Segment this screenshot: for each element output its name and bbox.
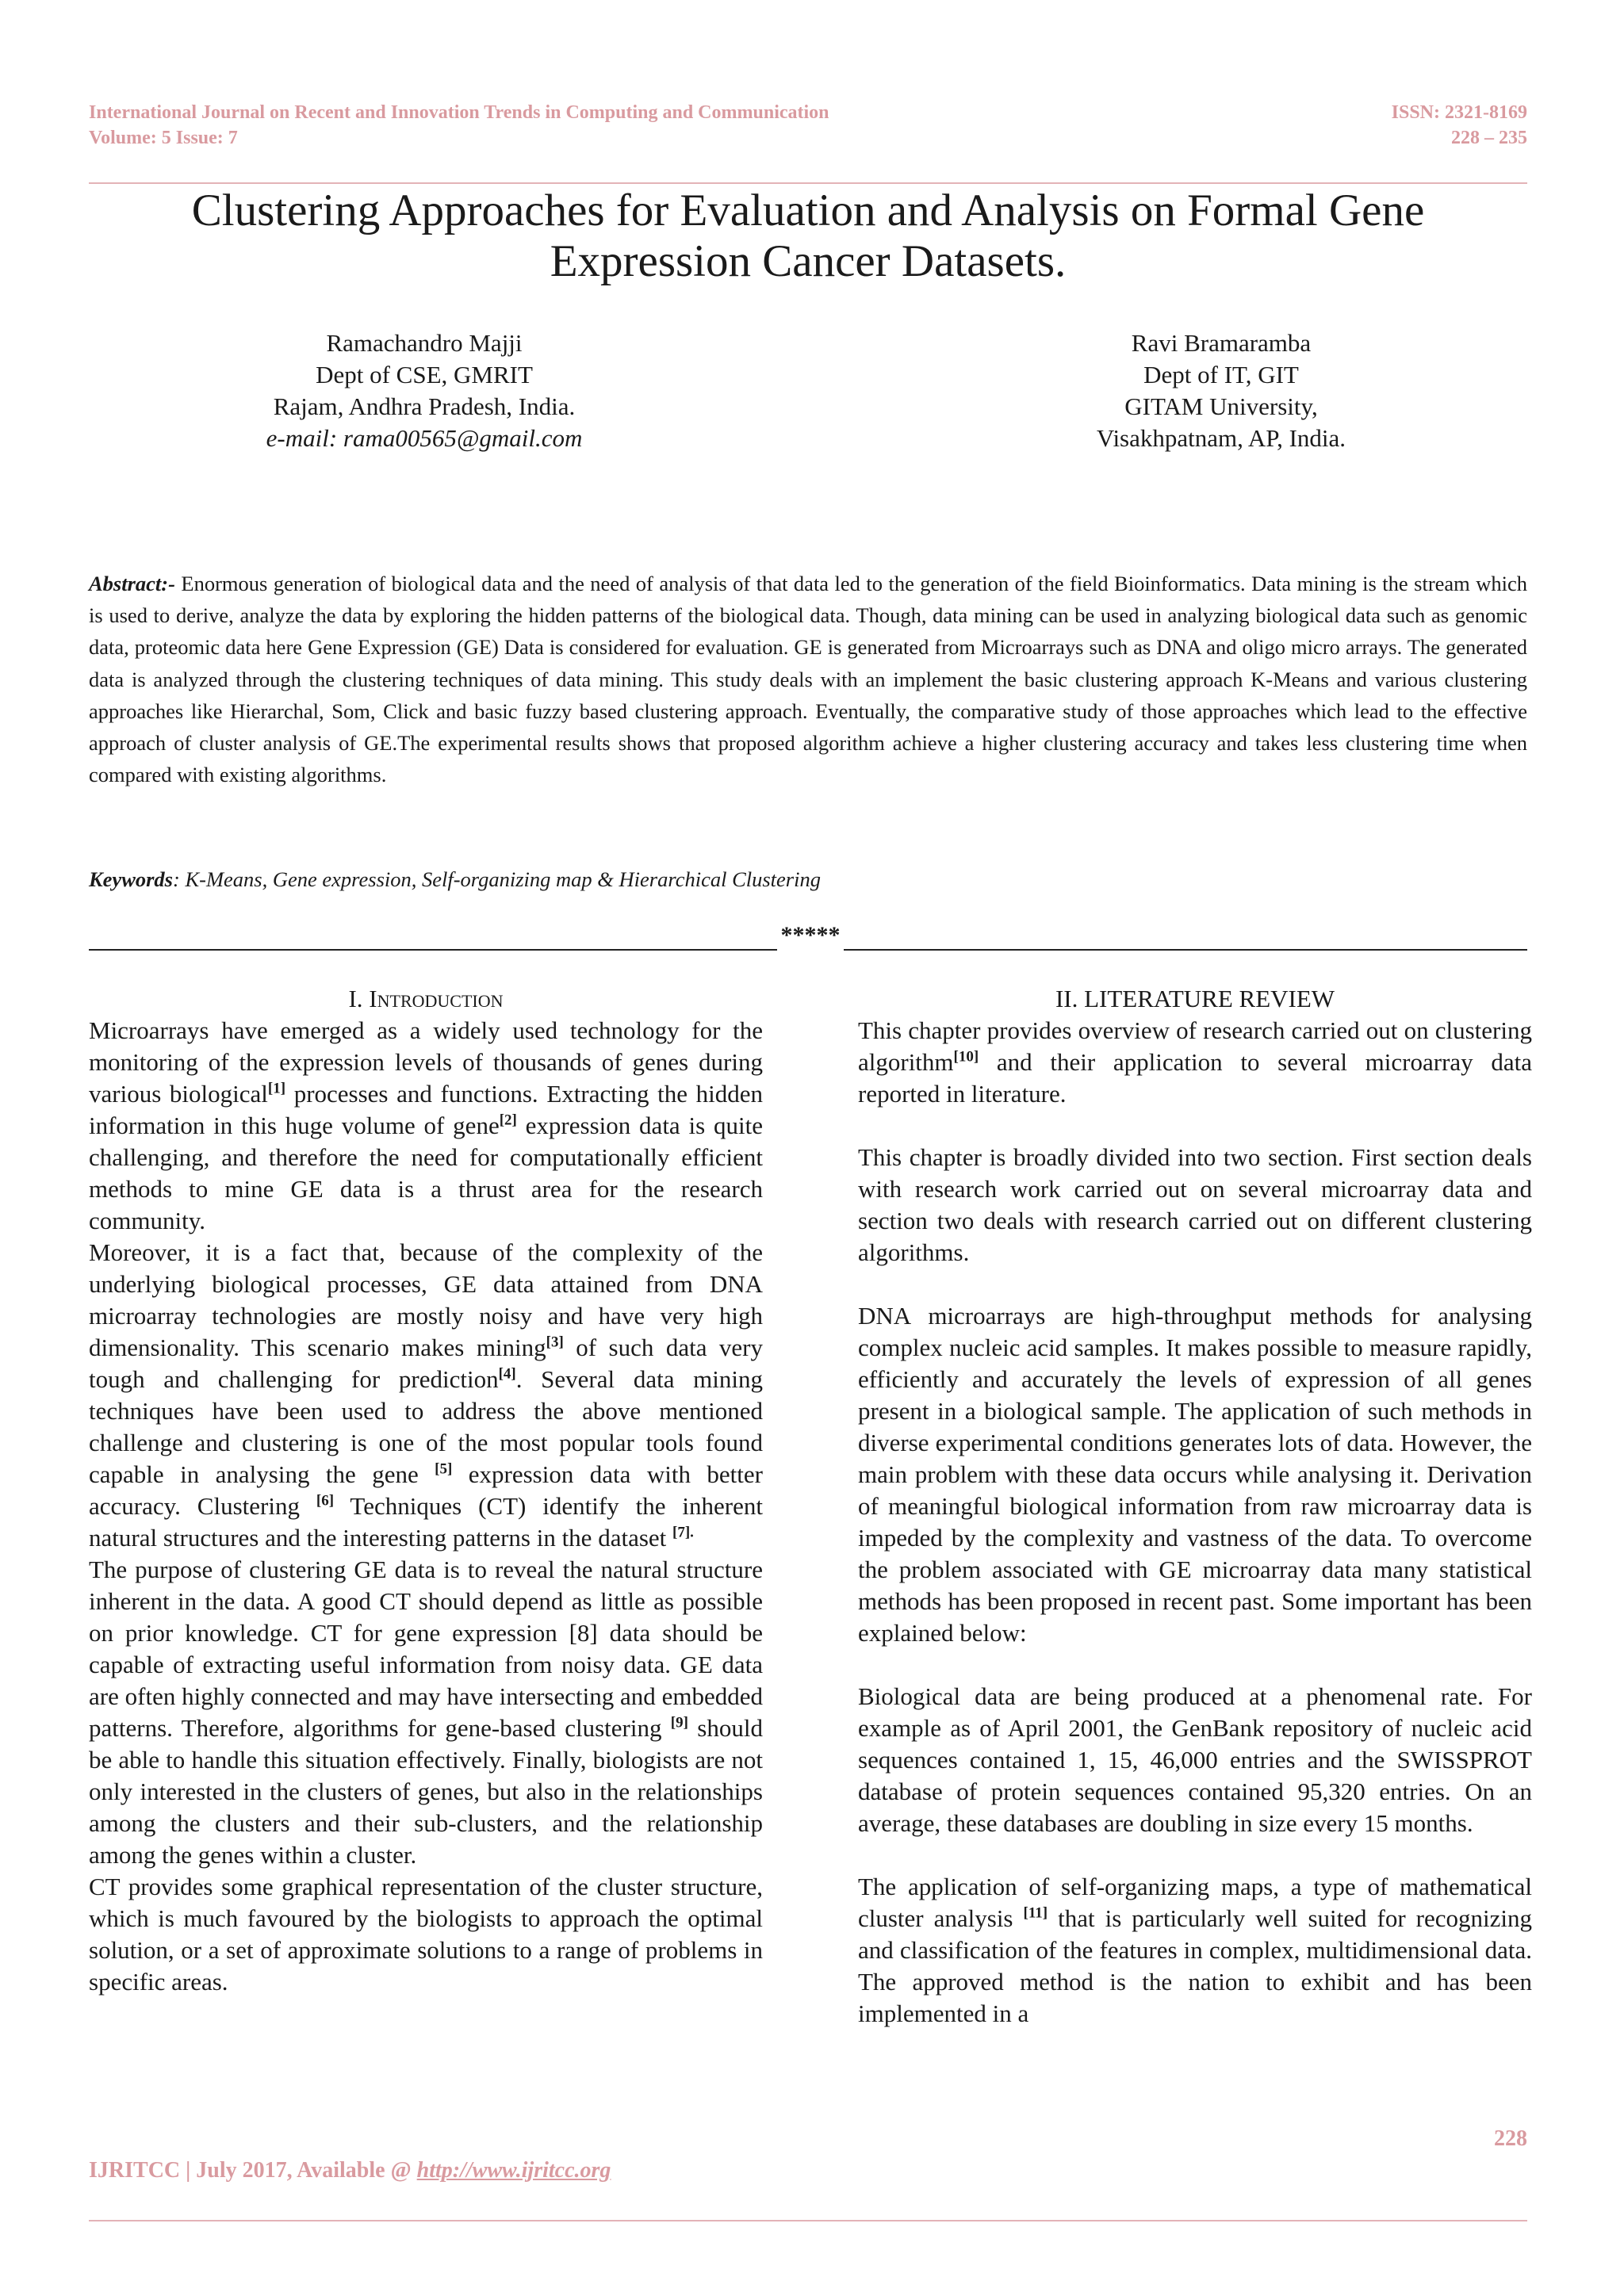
author-place: Rajam, Andhra Pradesh, India. — [273, 392, 576, 420]
citation[interactable]: [2] — [499, 1112, 517, 1129]
journal-name: International Journal on Recent and Innovation Trends in Computing and Communication — [89, 102, 829, 123]
author-name: Ravi Bramaramba — [1131, 329, 1312, 357]
citation[interactable]: [11] — [1023, 1904, 1048, 1922]
citation[interactable]: [3] — [546, 1334, 564, 1351]
abstract-label: Abstract:- — [89, 572, 175, 595]
paragraph: The purpose of clustering GE data is to reveal the natural structure inherent in the data. A good CT should depend as little as possible on prior knowledge. CT for gene expression [8] data should be capable of extracting useful information from noisy data. GE data are often highly connected and may have intersecting and embedded patterns. Therefore, algorithms for gene-based clustering [9] should be able to handle this situation effectively. Finally, biologists are not only interested in the clusters of genes, but also in the relationships among the clusters and their sub-clusters, and the relationship among the genes within a cluster. — [89, 1556, 763, 1869]
issn: ISSN: 2321-8169 — [1391, 102, 1527, 123]
paragraph: This chapter provides overview of research carried out on clustering algorithm[10] and their application to several microarray data reported in literature. — [858, 1016, 1532, 1108]
author-block-2 — [920, 327, 1522, 454]
citation[interactable]: [5] — [435, 1460, 453, 1478]
citation[interactable]: [9] — [670, 1714, 688, 1732]
right-column — [858, 983, 1532, 2030]
paragraph: The application of self-organizing maps, a type of mathematical cluster analysis [11] that is particularly well suited for recognizing and classification of the features in complex, multidimensional data. The approved method is the nation to exhibit and has been implemented in a — [858, 1873, 1532, 2027]
paragraph: Biological data are being produced at a phenomenal rate. For example as of April 2001, the GenBank repository of nucleic acid sequences contained 1, 15, 46,000 entries and the SWISSPROT database of protein sequences contained 95,320 entries. On an average, these databases are doubling in size every 15 months. — [858, 1682, 1532, 1837]
citation[interactable]: [7]. — [672, 1524, 694, 1541]
keywords — [89, 863, 1527, 895]
paragraph: Microarrays have emerged as a widely used technology for the monitoring of the expression levels of thousands of genes during various biological[1] processes and functions. Extracting the hidden information in this huge volume of gene[2] expression data is quite challenging, and therefore the need for computationally efficient methods to mine GE data is a thrust area for the research community. — [89, 1016, 763, 1234]
citation[interactable]: [6] — [316, 1492, 335, 1510]
author-name: Ramachandro Majji — [326, 329, 523, 357]
citation[interactable]: [4] — [498, 1365, 516, 1383]
left-column — [89, 983, 763, 1998]
separator-stars: ***** — [780, 922, 841, 948]
author-email: e-mail: rama00565@gmail.com — [266, 424, 583, 452]
paragraph: DNA microarrays are high-throughput methods for analysing complex nucleic acid samples. It makes possible to measure rapidly, efficiently and accurately the levels of expression of all genes present in a biological sample. The application of such methods in diverse experimental conditions generates lots of data. However, the main problem with these data occurs while analysing it. Derivation of meaningful biological information from raw microarray data is impeded by the complexity and vastness of the data. To overcome the problem associated with GE microarray data many statistical methods has been proposed in recent past. Some important has been explained below: — [858, 1302, 1532, 1647]
page-number: 228 — [1494, 2126, 1527, 2151]
footer-rule — [89, 2220, 1527, 2221]
section-heading-literature-review: II. LITERATURE REVIEW — [1055, 985, 1335, 1012]
section-heading-introduction: I. Introduction — [348, 985, 504, 1012]
author-dept: Dept of CSE, GMRIT — [316, 361, 533, 388]
abstract-text: Enormous generation of biological data and the need of analysis of that data led to the generation of the field Bioinformatics. Data mining is the stream which is used to derive, analyze the data by exploring the hidden patterns of the biological data. Though, data mining can be used in analyzing biological data such as genomic data, proteomic data here Gene Expression (GE) Data is considered for evaluation. GE is generated from Microarrays such as DNA and oligo micro arrays. The generated data is analyzed through the clustering techniques of data mining. This study deals with an implement the basic clustering approach K-Means and various clustering approaches like Hierarchal, Som, Click and basic fuzzy based clustering approach. Eventually, the comparative study of those approaches which lead to the effective approach of cluster analysis of GE.The experimental results shows that proposed algorithm achieve a higher clustering accuracy and takes less clustering time when compared with existing algorithms. — [89, 572, 1528, 787]
author-place-2: Visakhpatnam, AP, India. — [1096, 424, 1346, 452]
abstract — [89, 568, 1527, 790]
volume-issue: Volume: 5 Issue: 7 — [89, 128, 238, 148]
separator-rule-left — [89, 949, 777, 951]
keywords-text: : K-Means, Gene expression, Self-organizing map & Hierarchical Clustering — [173, 867, 821, 891]
running-header — [89, 100, 1527, 151]
author-dept: Dept of IT, GIT — [1143, 361, 1299, 388]
author-place: GITAM University, — [1124, 392, 1318, 420]
citation[interactable]: [1] — [267, 1080, 286, 1097]
footer-text: IJRITCC | July 2017, Available @ — [89, 2158, 417, 2183]
header-rule — [89, 182, 1527, 184]
journal-link[interactable]: http://www.ijritcc.org — [416, 2158, 611, 2183]
paper-title: Clustering Approaches for Evaluation and Analysis on Formal Gene Expression Cancer Datasets. — [191, 186, 1425, 286]
page-range: 228 – 235 — [1451, 128, 1527, 148]
citation[interactable]: [10] — [953, 1048, 979, 1066]
author-block-1 — [123, 327, 726, 454]
separator-rule-right — [844, 949, 1527, 951]
paragraph: CT provides some graphical representation of the cluster structure, which is much favoured by the biologists to approach the optimal solution, or a set of approximate solutions to a range of problems in specific areas. — [89, 1873, 763, 1996]
paragraph: Moreover, it is a fact that, because of the complexity of the underlying biological processes, GE data attained from DNA microarray technologies are mostly noisy and have very high dimensionality. This scenario makes mining[3] of such data very tough and challenging for prediction[4]. Several data mining techniques have been used to address the above mentioned challenge and clustering is one of the most popular tools found capable in analysing the gene [5] expression data with better accuracy. Clustering [6] Techniques (CT) identify the inherent natural structures and the interesting patterns in the dataset $^{[7].}$ — [89, 1238, 763, 1552]
footer — [89, 2158, 611, 2183]
keywords-label: Keywords — [89, 867, 173, 891]
paragraph: This chapter is broadly divided into two section. First section deals with research work carried out on several microarray data and section two deals with research carried out on different clustering algorithms. — [858, 1143, 1532, 1266]
